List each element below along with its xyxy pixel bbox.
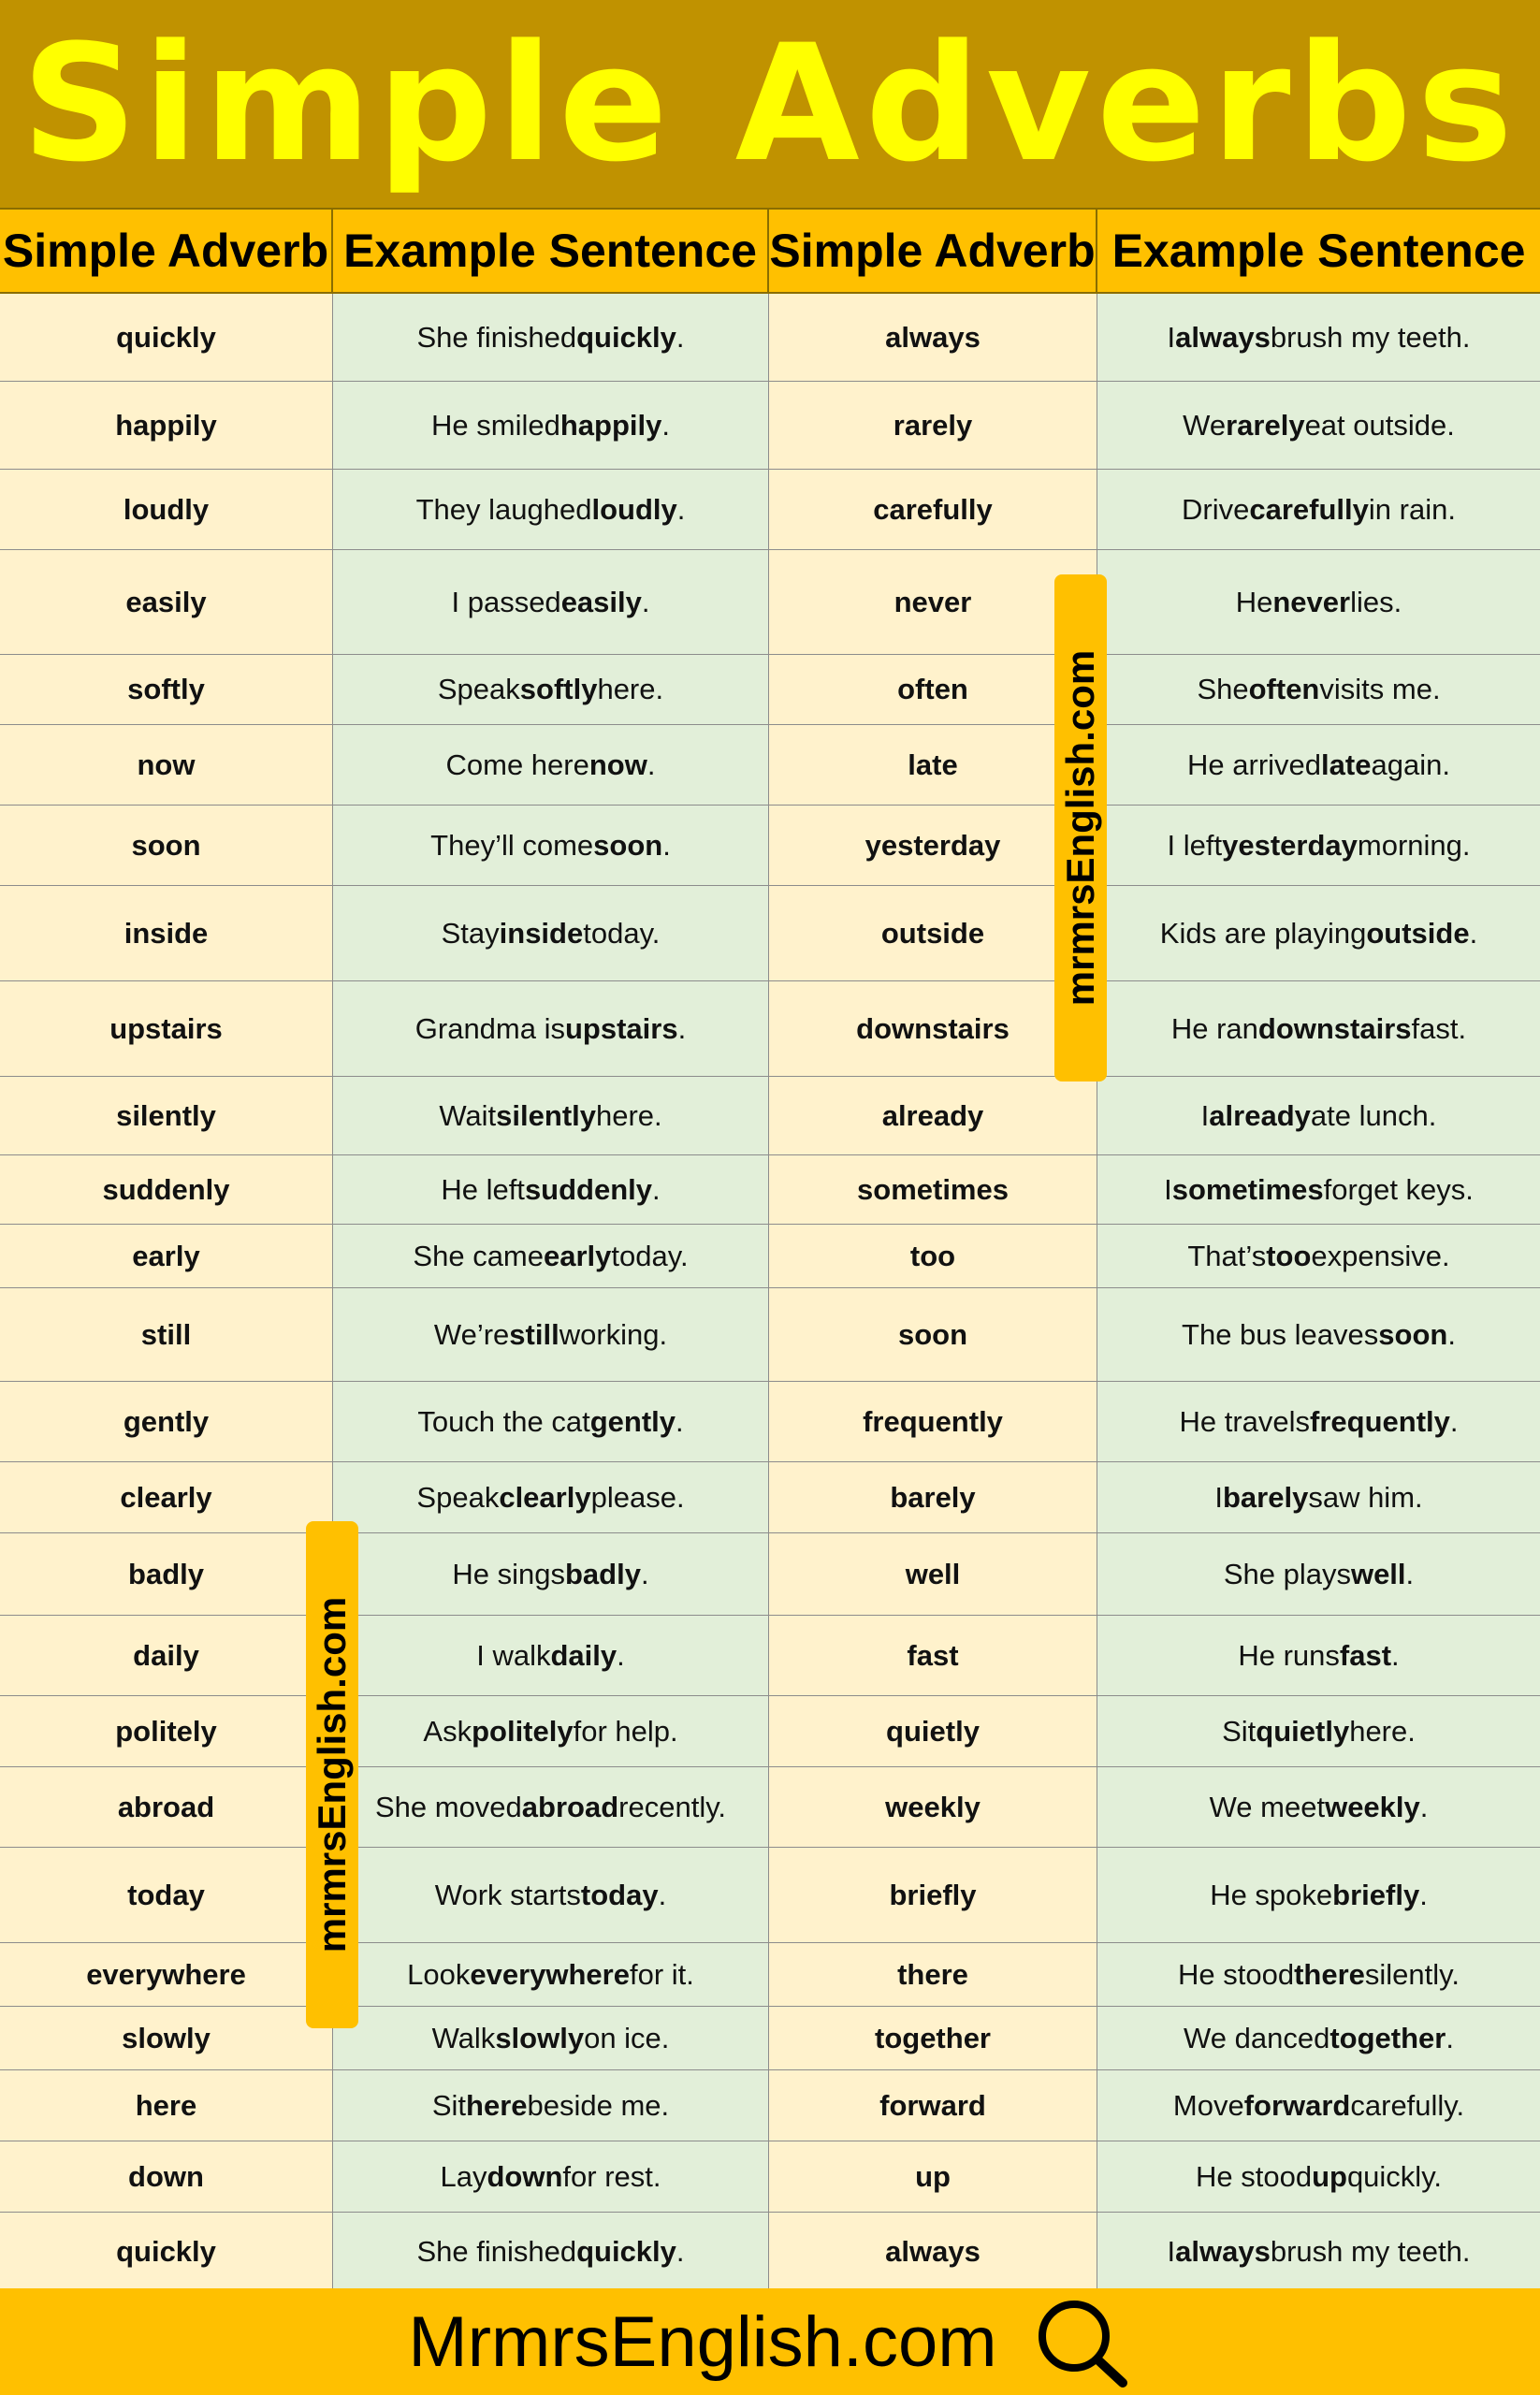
- example-adverb: often: [1248, 673, 1320, 705]
- example-text: for rest.: [562, 2159, 661, 2193]
- example-text: He smiled: [431, 408, 560, 442]
- example-adverb: yesterday: [1222, 828, 1358, 862]
- example-text: quickly.: [1346, 2159, 1443, 2193]
- example-text: We danced: [1184, 2021, 1330, 2054]
- example-text: She came: [413, 1239, 544, 1272]
- example-text: .: [677, 1011, 687, 1045]
- adverb-cell: never: [769, 550, 1097, 654]
- example-cell: [333, 382, 769, 469]
- example-text: We meet: [1209, 1790, 1326, 1823]
- example-text: .: [661, 408, 670, 442]
- example-cell: [1097, 1616, 1540, 1695]
- adverb-cell: too: [769, 1225, 1097, 1287]
- example-adverb: rarely: [1226, 408, 1305, 442]
- adverb-cell: weekly: [769, 1767, 1097, 1847]
- adverb-cell: easily: [0, 550, 333, 654]
- example-text: Wait: [439, 1098, 497, 1132]
- example-text: .: [1419, 1878, 1428, 1911]
- example-text: He runs: [1238, 1638, 1340, 1672]
- adverb-cell: everywhere: [0, 1943, 333, 2006]
- example-text: He travels: [1179, 1404, 1311, 1438]
- example-text: in rain.: [1368, 492, 1456, 526]
- example-text: .: [647, 748, 656, 781]
- example-text: .: [1447, 1317, 1456, 1351]
- example-text: Touch the cat: [417, 1404, 590, 1438]
- example-text: expensive.: [1311, 1239, 1450, 1272]
- example-cell: [1097, 1943, 1540, 2006]
- example-cell: [333, 2007, 769, 2069]
- example-text: .: [1405, 1557, 1415, 1590]
- example-text: for help.: [573, 1714, 678, 1748]
- example-adverb: never: [1272, 585, 1351, 618]
- example-text: Work starts: [434, 1878, 581, 1911]
- adverb-table: [0, 294, 1540, 2291]
- example-text: saw him.: [1308, 1480, 1423, 1514]
- adverb-cell: still: [0, 1288, 333, 1381]
- example-text: beside me.: [527, 2088, 670, 2122]
- table-row: [0, 1288, 1540, 1382]
- example-text: He sings: [452, 1557, 565, 1590]
- example-text: .: [676, 1404, 684, 1438]
- example-cell: [333, 1077, 769, 1154]
- example-cell: [1097, 1077, 1540, 1154]
- example-text: Grandma is: [414, 1011, 565, 1045]
- example-text: She: [1197, 673, 1249, 705]
- watermark-left: [306, 1521, 358, 2028]
- example-text: .: [641, 585, 650, 618]
- adverb-cell: soon: [0, 806, 333, 885]
- table-row: [0, 1696, 1540, 1767]
- adverb-cell: badly: [0, 1533, 333, 1615]
- header-simple-adverb-1: Simple Adverb: [0, 210, 333, 292]
- example-cell: [1097, 2141, 1540, 2212]
- title-banner: [0, 0, 1540, 208]
- example-adverb: silently: [496, 1098, 596, 1132]
- adverb-cell: yesterday: [769, 806, 1097, 885]
- adverb-cell: silently: [0, 1077, 333, 1154]
- table-row: [0, 1382, 1540, 1462]
- example-text: He arrived: [1187, 748, 1322, 781]
- example-adverb: frequently: [1310, 1404, 1450, 1438]
- adverb-cell: gently: [0, 1382, 333, 1461]
- example-text: brush my teeth.: [1270, 320, 1471, 354]
- table-row: [0, 1767, 1540, 1848]
- table-row: [0, 1155, 1540, 1225]
- table-row: [0, 2070, 1540, 2141]
- adverb-cell: loudly: [0, 470, 333, 549]
- example-adverb: early: [544, 1239, 612, 1272]
- example-text: recently.: [618, 1790, 727, 1823]
- example-adverb: inside: [499, 916, 584, 950]
- example-text: We’re: [433, 1317, 510, 1351]
- adverb-cell: sometimes: [769, 1155, 1097, 1224]
- example-adverb: always: [1175, 320, 1271, 354]
- example-text: Speak: [416, 1480, 500, 1514]
- example-adverb: already: [1209, 1098, 1311, 1132]
- example-text: He: [1235, 585, 1273, 618]
- table-row: [0, 725, 1540, 806]
- example-text: carefully.: [1350, 2088, 1465, 2122]
- watermark-right: [1054, 574, 1107, 1081]
- example-text: He spoke: [1210, 1878, 1333, 1911]
- example-cell: [333, 1616, 769, 1695]
- example-text: morning.: [1357, 828, 1471, 862]
- example-cell: [333, 2070, 769, 2141]
- adverb-cell: inside: [0, 886, 333, 980]
- adverb-cell: barely: [769, 1462, 1097, 1532]
- example-text: I walk: [476, 1638, 551, 1672]
- page-title: Simple Adverbs: [21, 9, 1518, 197]
- example-text: .: [676, 320, 685, 354]
- table-row: [0, 1943, 1540, 2007]
- example-text: I: [1164, 1172, 1172, 1206]
- example-text: .: [640, 1557, 649, 1590]
- example-adverb: barely: [1222, 1480, 1309, 1514]
- example-text: here.: [597, 673, 664, 705]
- example-cell: [333, 550, 769, 654]
- example-cell: [1097, 655, 1540, 724]
- example-cell: [1097, 1225, 1540, 1287]
- example-adverb: late: [1321, 748, 1372, 781]
- adverb-cell: forward: [769, 2070, 1097, 2141]
- table-row: [0, 1533, 1540, 1616]
- table-row: [0, 655, 1540, 725]
- table-row: [0, 1077, 1540, 1155]
- example-cell: [333, 886, 769, 980]
- example-cell: [1097, 2213, 1540, 2290]
- example-cell: [333, 806, 769, 885]
- example-text: ate lunch.: [1310, 1098, 1437, 1132]
- adverb-cell: quickly: [0, 2213, 333, 2290]
- example-text: Speak: [437, 673, 520, 705]
- example-text: here.: [596, 1098, 662, 1132]
- example-text: She plays: [1223, 1557, 1351, 1590]
- example-text: I left: [1167, 828, 1223, 862]
- adverb-cell: daily: [0, 1616, 333, 1695]
- example-cell: [333, 1848, 769, 1942]
- example-cell: [1097, 382, 1540, 469]
- example-adverb: up: [1312, 2159, 1347, 2193]
- example-cell: [1097, 1767, 1540, 1847]
- example-text: .: [676, 2234, 685, 2268]
- example-text: .: [1446, 2021, 1454, 2054]
- example-text: He left: [441, 1172, 525, 1206]
- example-adverb: daily: [550, 1638, 617, 1672]
- example-text: She finished: [416, 320, 577, 354]
- table-row: [0, 382, 1540, 470]
- example-cell: [333, 294, 769, 381]
- example-text: visits me.: [1319, 673, 1441, 705]
- table-row: [0, 2213, 1540, 2291]
- example-text: here.: [1349, 1714, 1416, 1748]
- example-text: I passed: [451, 585, 561, 618]
- example-cell: [333, 1225, 769, 1287]
- example-adverb: clearly: [499, 1480, 591, 1514]
- example-cell: [1097, 1462, 1540, 1532]
- header-example-sentence-1: Example Sentence: [333, 210, 769, 292]
- table-row: [0, 294, 1540, 382]
- example-cell: [333, 655, 769, 724]
- adverb-cell: slowly: [0, 2007, 333, 2069]
- table-row: [0, 886, 1540, 981]
- example-text: He stood: [1178, 1957, 1295, 1991]
- watermark-text: mrmrsEnglish.com: [310, 1596, 355, 1953]
- example-cell: [333, 1943, 769, 2006]
- example-text: I: [1167, 320, 1176, 354]
- example-adverb: briefly: [1332, 1878, 1420, 1911]
- example-adverb: here: [466, 2088, 528, 2122]
- example-cell: [1097, 470, 1540, 549]
- table-row: [0, 2007, 1540, 2070]
- adverb-cell: here: [0, 2070, 333, 2141]
- example-text: .: [676, 492, 686, 526]
- example-adverb: easily: [560, 585, 642, 618]
- adverb-cell: late: [769, 725, 1097, 805]
- example-cell: [333, 1462, 769, 1532]
- example-text: Come here: [445, 748, 589, 781]
- example-adverb: quietly: [1256, 1714, 1350, 1748]
- watermark-text: mrmrsEnglish.com: [1058, 649, 1103, 1007]
- example-cell: [333, 1533, 769, 1615]
- example-adverb: carefully: [1249, 492, 1369, 526]
- example-adverb: well: [1350, 1557, 1406, 1590]
- example-cell: [1097, 725, 1540, 805]
- example-text: please.: [590, 1480, 685, 1514]
- example-text: I: [1214, 1480, 1223, 1514]
- example-cell: [1097, 2070, 1540, 2141]
- adverb-cell: now: [0, 725, 333, 805]
- example-cell: [1097, 1848, 1540, 1942]
- adverb-cell: upstairs: [0, 981, 333, 1076]
- example-text: Drive: [1182, 492, 1250, 526]
- example-adverb: too: [1266, 1239, 1312, 1272]
- example-adverb: always: [1175, 2234, 1271, 2268]
- example-text: We: [1183, 408, 1227, 442]
- example-text: for it.: [629, 1957, 694, 1991]
- table-row: [0, 550, 1540, 655]
- adverb-cell: suddenly: [0, 1155, 333, 1224]
- table-row: [0, 1225, 1540, 1288]
- table-header: [0, 208, 1540, 294]
- example-adverb: slowly: [495, 2021, 585, 2054]
- adverb-cell: politely: [0, 1696, 333, 1766]
- example-text: Stay: [441, 916, 500, 950]
- adverb-cell: fast: [769, 1616, 1097, 1695]
- adverb-cell: briefly: [769, 1848, 1097, 1942]
- example-adverb: fast: [1339, 1638, 1392, 1672]
- example-text: I: [1200, 1098, 1210, 1132]
- example-cell: [333, 1288, 769, 1381]
- adverb-cell: together: [769, 2007, 1097, 2069]
- example-cell: [333, 2213, 769, 2290]
- footer-bar: [0, 2288, 1540, 2395]
- example-adverb: now: [588, 748, 647, 781]
- example-cell: [1097, 1155, 1540, 1224]
- example-cell: [1097, 1533, 1540, 1615]
- example-text: forget keys.: [1323, 1172, 1474, 1206]
- example-text: on ice.: [584, 2021, 670, 2054]
- example-cell: [333, 1155, 769, 1224]
- example-text: Kids are playing: [1159, 916, 1367, 950]
- example-text: Ask: [423, 1714, 472, 1748]
- example-cell: [333, 1696, 769, 1766]
- example-text: They’ll come: [430, 828, 594, 862]
- adverb-cell: frequently: [769, 1382, 1097, 1461]
- example-text: .: [1391, 1638, 1400, 1672]
- example-text: brush my teeth.: [1270, 2234, 1471, 2268]
- example-text: The bus leaves: [1182, 1317, 1379, 1351]
- example-text: She finished: [416, 2234, 577, 2268]
- adverb-cell: rarely: [769, 382, 1097, 469]
- example-adverb: happily: [559, 408, 662, 442]
- example-text: working.: [559, 1317, 668, 1351]
- example-adverb: quickly: [576, 320, 676, 354]
- example-adverb: quickly: [576, 2234, 676, 2268]
- footer-site: MrmrsEnglish.com: [408, 2301, 997, 2382]
- example-adverb: today: [580, 1878, 659, 1911]
- example-text: .: [1419, 1790, 1429, 1823]
- example-text: .: [1469, 916, 1478, 950]
- example-adverb: loudly: [591, 492, 677, 526]
- example-cell: [1097, 294, 1540, 381]
- example-text: That’s: [1187, 1239, 1267, 1272]
- example-cell: [1097, 981, 1540, 1076]
- example-adverb: politely: [472, 1714, 574, 1748]
- adverb-cell: often: [769, 655, 1097, 724]
- example-cell: [333, 981, 769, 1076]
- example-adverb: upstairs: [565, 1011, 678, 1045]
- table-row: [0, 2141, 1540, 2213]
- adverb-cell: outside: [769, 886, 1097, 980]
- adverb-cell: happily: [0, 382, 333, 469]
- example-adverb: downstairs: [1257, 1011, 1412, 1045]
- example-text: .: [652, 1172, 661, 1206]
- table-row: [0, 1616, 1540, 1696]
- adverb-cell: today: [0, 1848, 333, 1942]
- example-cell: [333, 725, 769, 805]
- adverb-cell: carefully: [769, 470, 1097, 549]
- adverb-cell: already: [769, 1077, 1097, 1154]
- adverb-cell: there: [769, 1943, 1097, 2006]
- example-adverb: abroad: [521, 1790, 619, 1823]
- adverb-cell: soon: [769, 1288, 1097, 1381]
- example-adverb: outside: [1366, 916, 1470, 950]
- adverb-cell: down: [0, 2141, 333, 2212]
- example-text: She moved: [374, 1790, 522, 1823]
- table-row: [0, 470, 1540, 550]
- example-adverb: suddenly: [524, 1172, 653, 1206]
- table-row: [0, 1848, 1540, 1943]
- example-cell: [333, 470, 769, 549]
- example-adverb: down: [487, 2159, 563, 2193]
- header-example-sentence-2: Example Sentence: [1111, 225, 1526, 277]
- example-cell: [1097, 1696, 1540, 1766]
- example-adverb: badly: [565, 1557, 641, 1590]
- example-text: today.: [611, 1239, 689, 1272]
- example-text: .: [662, 828, 671, 862]
- example-text: He ran: [1170, 1011, 1258, 1045]
- table-row: [0, 981, 1540, 1077]
- example-adverb: softly: [519, 673, 598, 705]
- adverb-cell: always: [769, 294, 1097, 381]
- example-cell: [1097, 886, 1540, 980]
- example-text: .: [1449, 1404, 1459, 1438]
- example-text: fast.: [1411, 1011, 1467, 1045]
- example-cell: [1097, 2007, 1540, 2069]
- example-text: They laughed: [415, 492, 592, 526]
- example-text: eat outside.: [1304, 408, 1455, 442]
- example-text: Walk: [431, 2021, 496, 2054]
- example-adverb: still: [509, 1317, 559, 1351]
- example-text: today.: [583, 916, 661, 950]
- adverb-cell: well: [769, 1533, 1097, 1615]
- example-adverb: gently: [589, 1404, 676, 1438]
- adverb-cell: always: [769, 2213, 1097, 2290]
- table-row: [0, 806, 1540, 886]
- example-adverb: sometimes: [1171, 1172, 1324, 1206]
- example-text: Move: [1172, 2088, 1244, 2122]
- adverb-cell: abroad: [0, 1767, 333, 1847]
- example-adverb: everywhere: [470, 1957, 630, 1991]
- example-text: lies.: [1350, 585, 1402, 618]
- adverb-cell: quietly: [769, 1696, 1097, 1766]
- adverb-cell: downstairs: [769, 981, 1097, 1076]
- adverb-cell: softly: [0, 655, 333, 724]
- example-text: .: [658, 1878, 667, 1911]
- example-text: Sit: [431, 2088, 467, 2122]
- example-cell: [1097, 806, 1540, 885]
- example-text: I: [1167, 2234, 1176, 2268]
- example-adverb: soon: [1378, 1317, 1448, 1351]
- example-adverb: there: [1294, 1957, 1365, 1991]
- example-adverb: together: [1329, 2021, 1446, 2054]
- example-cell: [1097, 1382, 1540, 1461]
- header-simple-adverb-2: Simple Adverb: [769, 210, 1097, 292]
- example-text: He stood: [1195, 2159, 1313, 2193]
- example-text: again.: [1371, 748, 1450, 781]
- example-adverb: weekly: [1325, 1790, 1420, 1823]
- adverb-cell: early: [0, 1225, 333, 1287]
- example-cell: [1097, 550, 1540, 654]
- example-text: Lay: [440, 2159, 487, 2193]
- adverb-cell: quickly: [0, 294, 333, 381]
- example-cell: [333, 1767, 769, 1847]
- example-cell: [1097, 1288, 1540, 1381]
- example-cell: [333, 2141, 769, 2212]
- example-adverb: soon: [593, 828, 663, 862]
- search-icon: [1029, 2295, 1132, 2388]
- example-adverb: forward: [1243, 2088, 1351, 2122]
- table-row: [0, 1462, 1540, 1533]
- adverb-cell: clearly: [0, 1462, 333, 1532]
- example-text: silently.: [1364, 1957, 1460, 1991]
- example-text: Sit: [1222, 1714, 1257, 1748]
- example-text: .: [617, 1638, 625, 1672]
- example-text: Look: [407, 1957, 471, 1991]
- adverb-cell: up: [769, 2141, 1097, 2212]
- example-cell: [333, 1382, 769, 1461]
